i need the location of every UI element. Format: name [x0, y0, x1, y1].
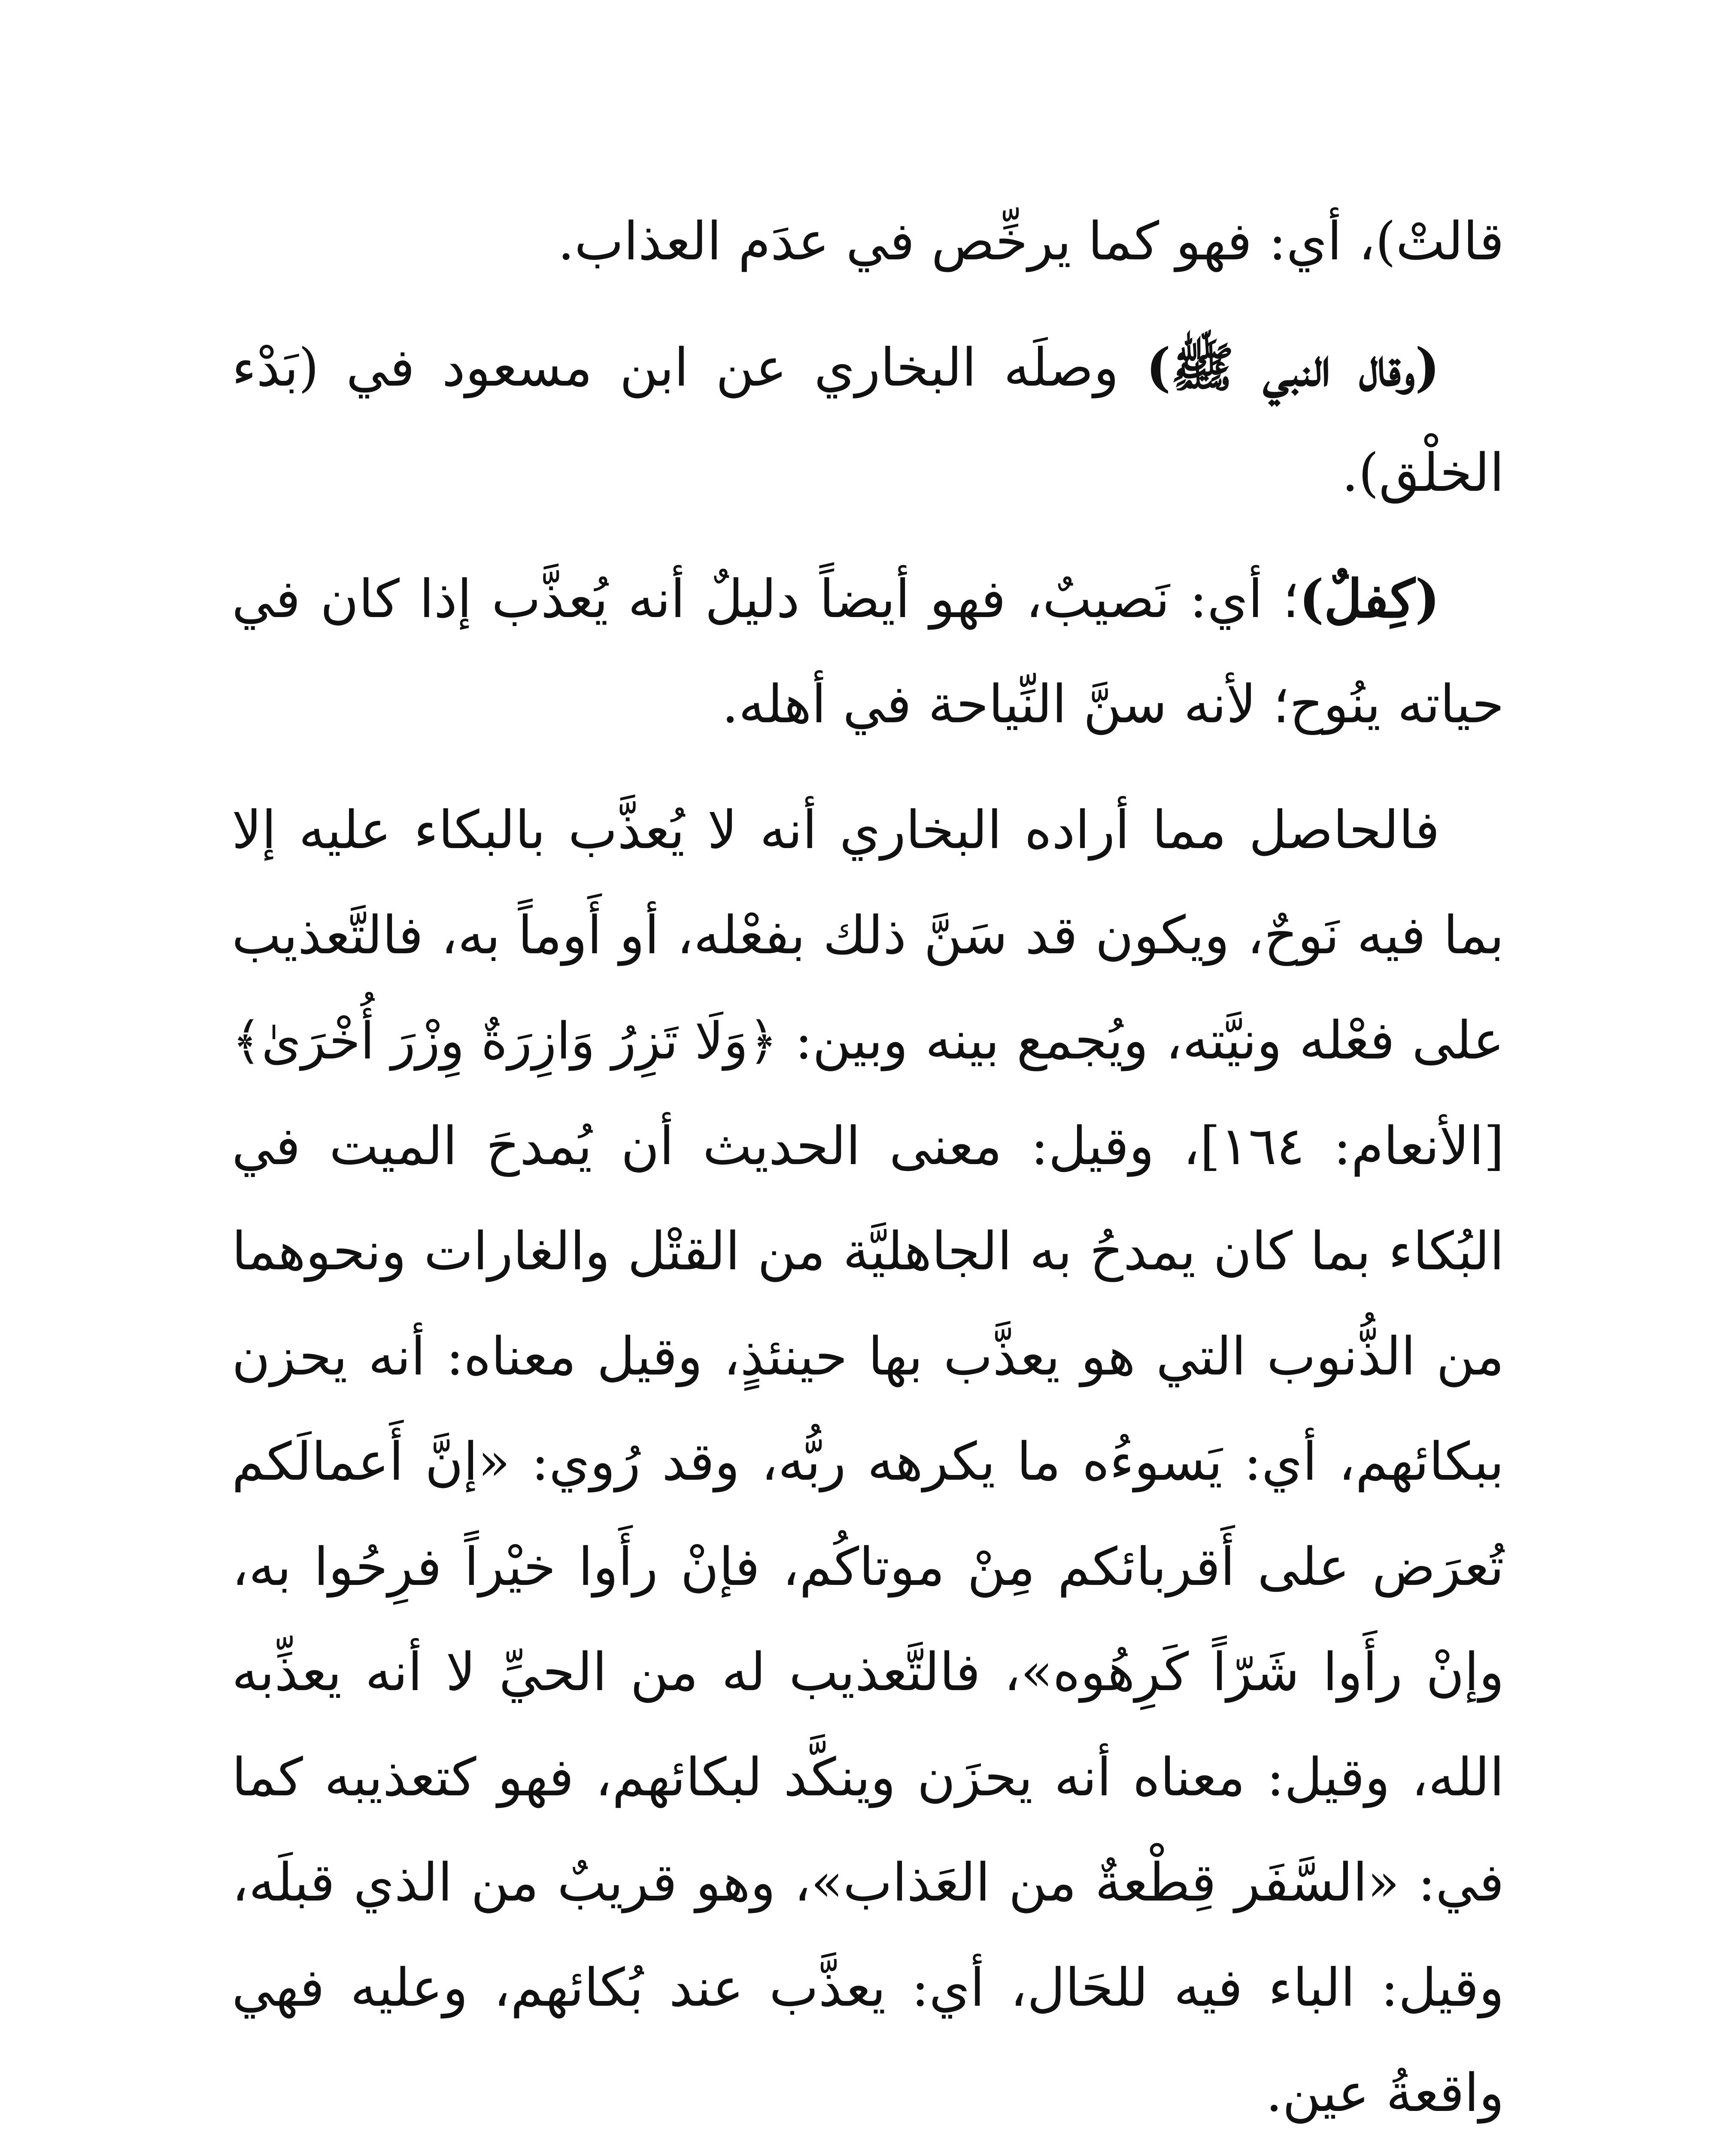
quran-reference: [الأنعام: ١٦٤] — [1200, 1116, 1504, 1177]
paragraph-3 — [232, 546, 1504, 757]
quran-verse: ﴿وَلَا تَزِرُ وَازِرَةٌ وِزْرَ أُخْرَىٰ﴾ — [232, 1011, 778, 1070]
paragraph-2-text: وصلَه البخاري عن ابن مسعود في (بَدْء الخلْق). — [232, 337, 1504, 503]
paragraph-1 — [232, 189, 1504, 294]
paragraph-3-heading: (كِفلٌ) — [1299, 568, 1440, 630]
paragraph-4-text-b: ، وقيل: معنى الحديث أن يُمدحَ الميت في البُكاء بما كان يمدحُ به الجاهليَّة من القتْل والغارات ونحوهما من الذُّنوب التي هو يعذَّب بها حينئذٍ، وقيل معناه: أنه يحزن ببكائهم، أي: يَسوءُه ما يكرهه ربُّه، وقد رُوي: «إنَّ أَعمالَكم تُعرَض على أَقربائكم مِنْ موتاكُم، فإنْ رأَوا خيْراً فرِحُوا به، وإنْ رأَوا شَرّاً كَرِهُوه»، فالتَّعذيب له من الحيِّ لا أنه يعذِّبه الله، وقيل: معناه أنه يحزَن وينكَّد لبكائهم، فهو كتعذيبه كما في: «السَّفَر قِطْعةٌ من العَذاب»، وهو قريبٌ من الذي قبلَه، وقيل: الباء فيه للحَال، أي: يعذَّب عند بُكائهم، وعليه فهي واقعةُ عين. — [232, 1116, 1504, 2123]
paragraph-2 — [232, 315, 1504, 526]
paragraph-3-text: ؛ أي: نَصيبٌ، فهو أيضاً دليلٌ أنه يُعذَّب إذا كان في حياته ينُوح؛ لأنه سنَّ النِّياحة في أهله. — [232, 569, 1504, 735]
paragraph-4 — [232, 778, 1504, 2146]
paragraph-2-heading: (وقال النبي ﷺ) — [1146, 336, 1440, 398]
paragraph-1-text: قالتْ)، أي: فهو كما يرخِّص في عدَم العذاب. — [558, 211, 1504, 272]
page-body — [232, 189, 1504, 2147]
paragraph-4-text-a: فالحاصل مما أراده البخاري أنه لا يُعذَّب بالبكاء عليه إلا بما فيه نَوحٌ، ويكون قد سَنَّ ذلك بفعْله، أو أَوماً به، فالتَّعذيب على فعْله ونيَّته، ويُجمع بينه وبين: — [232, 800, 1505, 1071]
